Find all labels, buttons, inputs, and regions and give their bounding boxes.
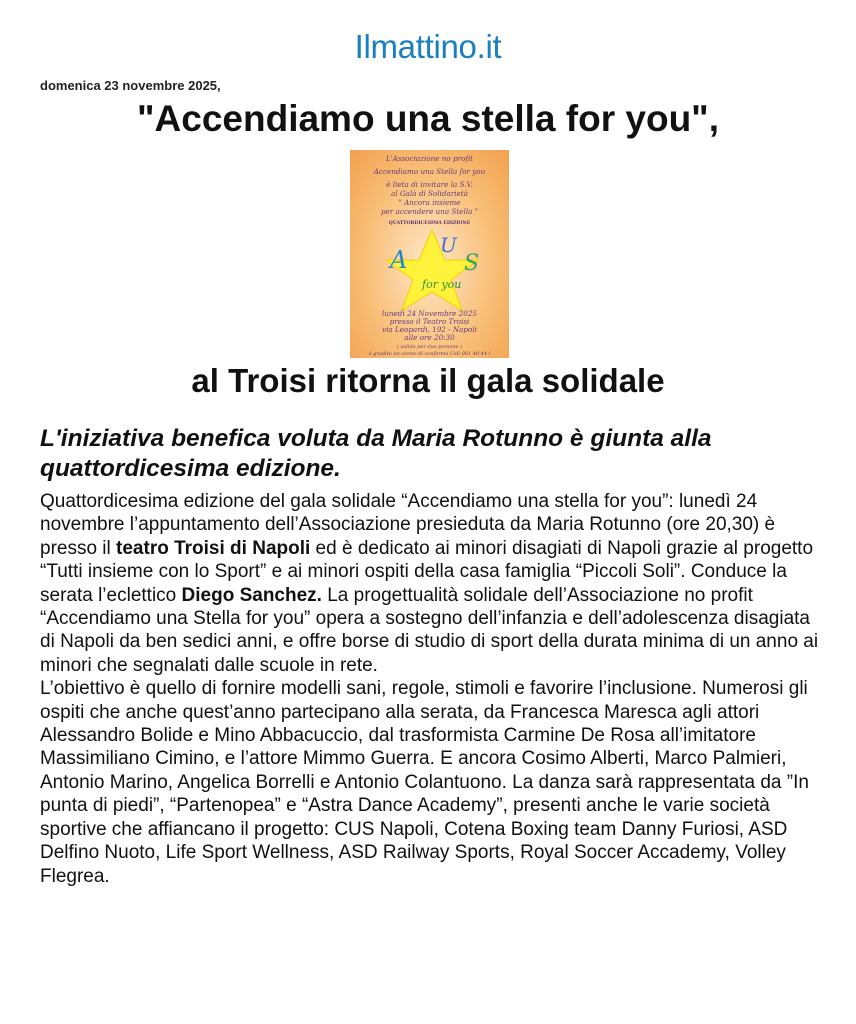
invite-line: Accendiamo una Stella for you — [373, 167, 486, 176]
text-run: La progettualità solidale dell’Associazione no profit “Accendiamo una Stella for you” opera a sostegno dell’infanzia e dell’adolescenza disagiata di Napoli da ben sedici anni, e offre borse di studio di sport della durata minima di un anno ai minori che segnalati dalle scuole in rete. — [40, 584, 819, 676]
paragraph-2: L’obiettivo è quello di fornire modelli sani, regole, stimoli e favorire l’inclusione. Numerosi gli ospiti che anche quest’anno partecipano alla serata, da Francesca Maresca agli attori Alessandro Bolide e Mino Abbacuccio, dal trasformista Carmine De Rosa all’imitatore Massimiliano Cimino, e l’attore Mimmo Guerra. E ancora Cosimo Alberti, Marco Palmieri, Antonio Marino, Angelica Borrelli e Antonio Colantuono. La danza sarà rappresentata da ”In punta di piedi”, “Partenopea” e “Astra Dance Academy”, presenti anche le varie società sportive che affiancano il progetto: CUS Napoli, Cotena Boxing team Danny Furiosi, ASD Delfino Nuoto, Life Sport Wellness, ASD Railway Sports, Royal Soccer Accademy, Volley Flegrea. — [40, 678, 809, 887]
article-body — [40, 490, 830, 888]
masthead-logo: Ilmattino.it — [354, 28, 502, 65]
article-subtitle: al Troisi ritorna il gala solidale — [191, 362, 665, 399]
invite-line: presso il Teatro Troisi — [389, 317, 470, 326]
text-run: Quattordicesima edizione del gala solidale “Accendiamo una stella for you”: lunedì 24 novembre l’appuntamento dell’Associazione presieduta da Maria Rotunno (ore 20,30) è presso il — [40, 491, 776, 559]
invite-edition: QUATTORDICESIMA EDIZIONE — [388, 221, 471, 226]
invite-line: via Leopardi, 192 - Napoli — [382, 325, 477, 334]
invite-line: L'Associazione no profit — [385, 154, 474, 163]
logo-letter-a: A — [390, 246, 408, 274]
invite-line: ( valido per due persone ) — [396, 344, 463, 350]
invite-line: " Ancora insieme — [398, 198, 461, 207]
invite-line: lunedì 24 Novembre 2025 — [381, 309, 478, 318]
invite-line: alle ore 20:30 — [404, 333, 455, 342]
publication-date: domenica 23 novembre 2025, — [40, 78, 221, 93]
bold-host: Diego Sanchez. — [181, 584, 322, 606]
paragraph-1 — [40, 490, 830, 677]
logo-letter-u: U — [440, 233, 457, 257]
article-title: "Accendiamo una stella for you", — [137, 98, 719, 139]
invite-line: è lieta di invitare la S.V. — [386, 180, 473, 189]
logo-for-you: for you — [422, 278, 462, 291]
invite-line: è gradito un cenno di conferma Cell 081 40 44 / — [368, 351, 491, 357]
text-run: ed è dedicato ai minori disagiati di Napoli grazie al progetto “Tutti insieme con lo Sport” e ai minori ospiti della casa famiglia “Piccoli Soli”. Conduce la serata l’eclettico — [40, 537, 814, 606]
invitation-image — [350, 150, 509, 358]
bold-venue: teatro Troisi di Napoli — [116, 537, 311, 559]
article-lead: L'iniziativa benefica voluta da Maria Rotunno è giunta alla quattordicesima edizione. — [40, 425, 712, 482]
logo-letter-s: S — [464, 251, 480, 276]
invite-line: per accendere una Stella " — [381, 207, 478, 216]
invite-line: al Galà di Solidarietà — [391, 189, 468, 198]
